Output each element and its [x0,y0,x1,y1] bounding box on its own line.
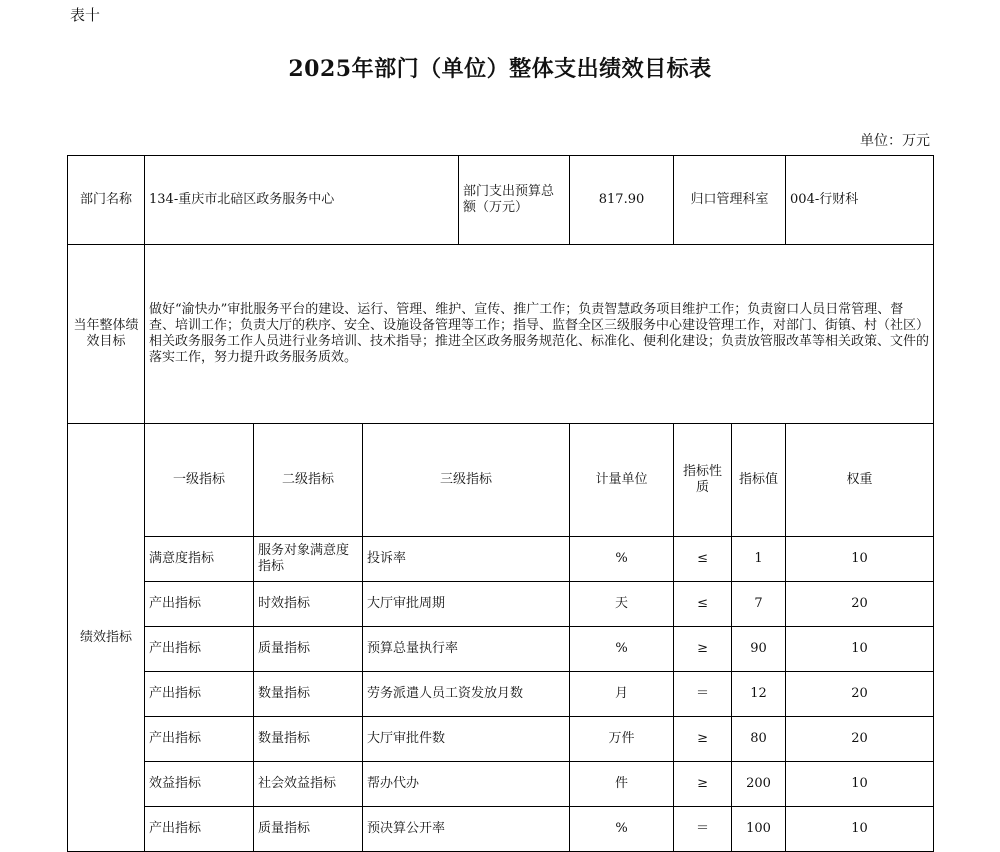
table-row [68,762,934,807]
level1-cell: 产出指标 [145,627,254,672]
unit-cell: % [570,537,674,582]
nature-cell: ≤ [674,582,732,627]
weight-cell: 20 [786,717,934,762]
weight-cell: 10 [786,762,934,807]
performance-table [67,155,934,852]
level3-cell: 投诉率 [363,537,570,582]
level3-cell: 劳务派遣人员工资发放月数 [363,672,570,717]
nature-cell: ≤ [674,537,732,582]
info-row [68,156,934,245]
indicator-header-row [68,424,934,537]
page-title: 2025年部门（单位）整体支出绩效目标表 [288,56,712,82]
level2-cell: 数量指标 [254,672,363,717]
weight-cell: 10 [786,807,934,852]
level2-cell: 社会效益指标 [254,762,363,807]
col-header-nature: 指标性质 [674,424,732,537]
unit-label: 单位：万元 [860,133,930,149]
weight-cell: 10 [786,537,934,582]
table-row [68,627,934,672]
dept-name-value: 134-重庆市北碚区政务服务中心 [145,156,459,245]
level1-cell: 产出指标 [145,807,254,852]
nature-cell: ＝ [674,807,732,852]
unit-cell: 月 [570,672,674,717]
indicators-label: 绩效指标 [68,424,145,852]
level3-cell: 大厅审批件数 [363,717,570,762]
level2-cell: 服务对象满意度指标 [254,537,363,582]
dept-name-label: 部门名称 [68,156,145,245]
office-label: 归口管理科室 [674,156,786,245]
col-header-unit: 计量单位 [570,424,674,537]
level3-cell: 预决算公开率 [363,807,570,852]
level1-cell: 效益指标 [145,762,254,807]
goal-row [68,245,934,424]
value-cell: 7 [732,582,786,627]
value-cell: 100 [732,807,786,852]
level1-cell: 产出指标 [145,582,254,627]
budget-total-value: 817.90 [570,156,674,245]
col-header-level1: 一级指标 [145,424,254,537]
unit-cell: 万件 [570,717,674,762]
level1-cell: 产出指标 [145,717,254,762]
level3-cell: 大厅审批周期 [363,582,570,627]
nature-cell: ≥ [674,762,732,807]
level2-cell: 时效指标 [254,582,363,627]
level3-cell: 帮办代办 [363,762,570,807]
level3-cell: 预算总量执行率 [363,627,570,672]
office-value: 004-行财科 [786,156,934,245]
value-cell: 200 [732,762,786,807]
unit-cell: % [570,627,674,672]
col-header-value: 指标值 [732,424,786,537]
weight-cell: 10 [786,627,934,672]
goal-text: 做好“渝快办”审批服务平台的建设、运行、管理、维护、宣传、推广工作；负责智慧政务项目维护工作；负责窗口人员日常管理、督查、培训工作；负责大厅的秩序、安全、设施设备管理等工作；指导、监督全区三级服务中心建设管理工作，对部门、街镇、村（社区）相关政务服务工作人员进行业务培训、技术指导；推进全区政务服务规范化、标准化、便利化建设；负责放管服改革等相关政策、文件的落实工作，努力提升政务服务质效。 [145,245,934,424]
budget-total-label: 部门支出预算总额（万元） [459,156,570,245]
level2-cell: 质量指标 [254,627,363,672]
goal-label: 当年整体绩效目标 [68,245,145,424]
table-row [68,672,934,717]
unit-cell: 天 [570,582,674,627]
col-header-level3: 三级指标 [363,424,570,537]
level1-cell: 产出指标 [145,672,254,717]
table-number: 表十 [70,6,101,24]
level1-cell: 满意度指标 [145,537,254,582]
value-cell: 12 [732,672,786,717]
col-header-weight: 权重 [786,424,934,537]
level2-cell: 质量指标 [254,807,363,852]
level2-cell: 数量指标 [254,717,363,762]
col-header-level2: 二级指标 [254,424,363,537]
nature-cell: ＝ [674,672,732,717]
unit-cell: 件 [570,762,674,807]
nature-cell: ≥ [674,717,732,762]
value-cell: 1 [732,537,786,582]
value-cell: 80 [732,717,786,762]
weight-cell: 20 [786,672,934,717]
table-row [68,807,934,852]
nature-cell: ≥ [674,627,732,672]
value-cell: 90 [732,627,786,672]
table-row [68,717,934,762]
table-row [68,582,934,627]
weight-cell: 20 [786,582,934,627]
table-row [68,537,934,582]
unit-cell: % [570,807,674,852]
